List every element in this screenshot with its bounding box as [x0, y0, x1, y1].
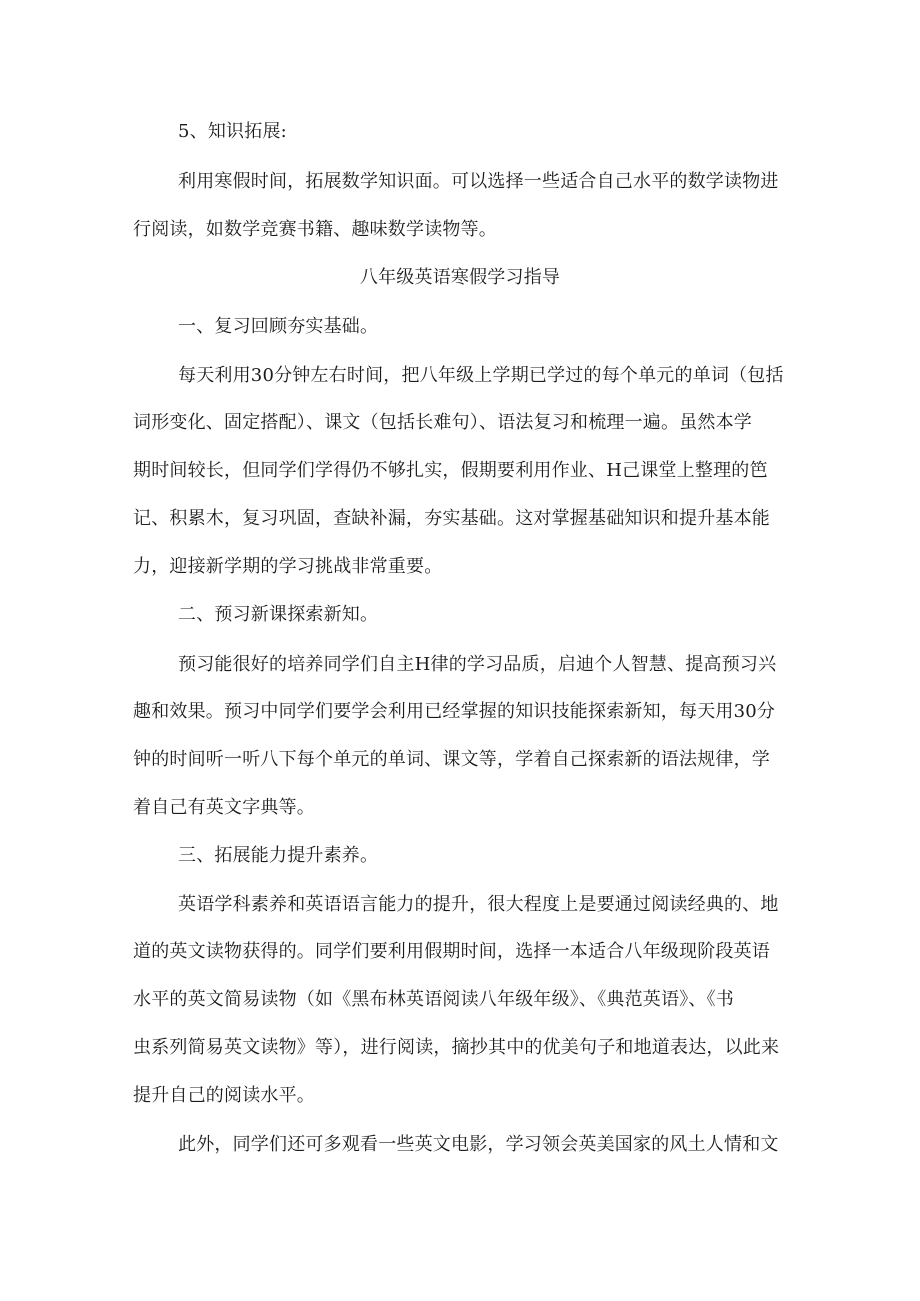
- paragraph-line: 着自己有英文字典等。: [133, 797, 315, 818]
- paragraph-line: 趣和效果。预习中同学们要学会利用已经掌握的知识技能探索新知，每天用30分: [133, 701, 776, 722]
- paragraph-line: 预习能很好的培养同学们自主H律的学习品质，启迪个人智慧、提高预习兴: [178, 654, 777, 675]
- section-heading: 5、知识拓展:: [178, 121, 287, 142]
- section-heading: 三、拓展能力提升素养。: [178, 845, 379, 866]
- paragraph-line: 力，迎接新学期的学习挑战非常重要。: [133, 556, 443, 577]
- paragraph-line: 虫系列简易英文读物》等），进行阅读，摘抄其中的优美句子和地道表达，以此来: [133, 1037, 780, 1058]
- section-heading: 一、复习回顾夯实基础。: [178, 316, 379, 337]
- paragraph-line: 英语学科素养和英语语言能力的提升，很大程度上是要通过阅读经典的、地: [178, 894, 779, 915]
- paragraph-line: 此外，同学们还可多观看一些英文电影，学习领会英美国家的风土人情和文: [178, 1134, 779, 1155]
- paragraph-line: 每天利用30分钟左右时间，把八年级上学期已学过的每个单元的单词（包括: [178, 365, 784, 386]
- paragraph-line: 提升自己的阅读水平。: [133, 1085, 315, 1106]
- paragraph-line: 记、积累木，复习巩固，查缺补漏，夯实基础。这对掌握基础知识和提升基本能: [133, 508, 770, 529]
- paragraph-line: 水平的英文简易读物（如《黑布林英语阅读八年级年级》、《典范英语》、《书: [133, 989, 734, 1010]
- document-title: 八年级英语寒假学习指导: [359, 267, 561, 288]
- paragraph-line: 词形变化、固定搭配）、课文（包括长难句）、语法复习和梳理一遍。虽然本学: [133, 412, 752, 433]
- paragraph-line: 期时间较长，但同学们学得仍不够扎实，假期要利用作业、H己课堂上整理的笆: [133, 460, 768, 481]
- paragraph-line: 行阅读，如数学竞赛书籍、趣味数学读物等。: [133, 219, 497, 240]
- paragraph-line: 道的英文读物获得的。同学们要利用假期时间，选择一本适合八年级现阶段英语: [133, 941, 770, 962]
- paragraph-line: 利用寒假时间，拓展数学知识面。可以选择一些适合自己水平的数学读物进: [178, 171, 779, 192]
- paragraph-line: 钟的时间听一听八下每个单元的单词、课文等，学着自己探索新的语法规律，学: [133, 749, 770, 770]
- section-heading: 二、预习新课探索新知。: [178, 604, 379, 625]
